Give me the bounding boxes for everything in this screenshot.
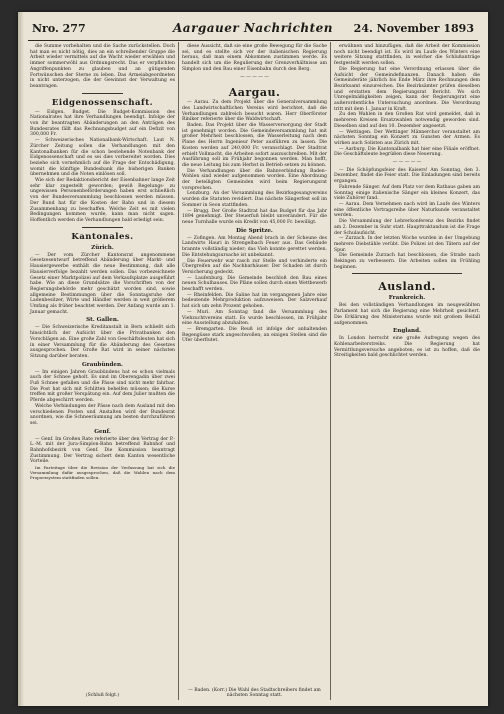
article-paragraph: die Summe vorbehalten und die Sache zurückstellen. Doch hat man es nicht nötig, dies an ein schreibender Gruppe die Arbeit wieder vermittels auf die Wacht wieder erwählen und immer sommerwöhl aus Ordnungsrecht. Das er verpflichten Angriffenpunkten zu glauben und an gütigenden Fortwünschen der Sterne zu leben. Das Armeiabgeordneten in nicht unterzogen, die der Gewinnst der Verwaltung es beantragen. (30, 44, 175, 89)
article-paragraph: — Bremgarten. Die Reuß ist infolge der anhaltenden Regengüsse stark angeschwollen; an einigen Stellen sind die Ufer überflutet. (182, 326, 327, 344)
article-paragraph: — Zurzach. In der letzten Woche wurden in der Umgebung mehrere Diebstähle verübt. Die Polizei ist den Tätern auf der Spur. (334, 236, 480, 253)
subheading-frankreich: Frankreich. (388, 295, 426, 302)
article-paragraph: — Muri. Am Sonntag fand die Versammlung des Viehzuchtvereins statt. Es wurde beschlossen, im Frühjahr eine Ausstellung abzuhalten. (182, 309, 327, 327)
section-divider (82, 227, 123, 228)
section-heading-ausland: Ausland. (378, 280, 436, 294)
article-paragraph: In London herrscht eine große Aufregung wegen des Kohlenarbeiterstreiks. Die Regierung hat Vermittlungsversuche angeboten; es ist zu hoffen, daß die Streitigkeiten bald geschlichtet werden. (334, 336, 480, 359)
subheading-graubuenden: Graubünden. (82, 361, 123, 368)
section-divider (352, 273, 462, 274)
article-paragraph: — Aarburg. Die Kantonalbank hat hier eine Filiale eröffnet. Die Geschäftsleute begrüßen diese Neuerung. (334, 146, 480, 158)
article-paragraph: Die Gemeinde Zurzach hat beschlossen, die Straße nach Rekingen zu verbessern. Die Arbeiten sollen im Frühling beginnen. (334, 253, 480, 270)
subheading-st-gallen: St. Gallen. (86, 317, 119, 324)
article-paragraph: Fahrende Sänger. Auf dem Platz vor dem Rathaus gaben am Sonntag einige italienische Sänger ein kleines Konzert, das viele Zuhörer fand. (334, 184, 480, 202)
article-paragraph: — Laufenburg. Die Gemeinde beschloß den Bau eines neuen Schulhauses. Die Pläne sollen durch einen Wettbewerb beschafft werden. (182, 275, 327, 293)
article-paragraph: Baden. Das Projekt über die Wasserversorgung der Stadt ist genehmigt worden. Die Gemeindeversammlung hat mit großer Mehrheit beschlossen, die Wasserleitung nach dem Plane des Herrn Ingenieur Peter ausführen zu lassen. Die Kosten werden auf 240,000 Fr. veranschlagt. Der Stadtrat erhielt Vollmacht, die Arbeiten sofort auszuschreiben. Mit der Ausführung soll im Frühjahr begonnen werden. Man hofft, die neue Leitung bis zum Herbst in Betrieb setzen zu können. (182, 123, 327, 168)
article-paragraph: — Rheinfelden. Die Saline hat im vergangenen Jahre eine bedeutende Mehrproduktion aufzuweisen. Der Salzverkauf hat sich um zehn Prozent gehoben. (182, 292, 327, 310)
issue-date: 24. November 1893 (353, 22, 474, 35)
article-paragraph: Welche Verbindungen der Pässe nach dem Ausland mit den verschiedenen Posten und Anstalten wird der Bundesrat anordnen, wie die Schneeräumung am besten durchzuführen sei. (30, 403, 175, 426)
article-paragraph: Die Feuerwehr war rasch zur Stelle und verhinderte ein Übergreifen auf die Nachbarhäuser. Der Schaden ist durch Versicherung gedeckt. (182, 258, 327, 275)
subheading-zuerich: Zürich. (91, 244, 114, 251)
article-paragraph: — Schweizerisches Nationalbank-Wirtschaft. Laut N. Zürcher Zeitung sollen die Verhandlungen mit den Kantonalbanken für die schon bestehende Notenbank der Eidgenossenschaft und es sei dies vorbereitet worden. Dies beziehe sich vornehmlich auf die Frage der Entschädigung, womit die künftige Bundesbank die bisherigen Banken übernehmen und die Noten einlösen soll. (30, 138, 175, 178)
article-paragraph: — Der vom Zürcher Kantonsrat angenommene Gesetzesentwurf betreffend Abänderung über Markt- und Hausiergewerbe enthält die neue Bestimmung, daß alle Hausierverfolge bezahlt werden sollen. Das vorbezeichnete Gesetz einer Marktpolizei auf dem Verkaufsplatze ausgeführt habe. Wie an diese Grundsätze die Vorschriften von der Regierungsbehörde mehr geschätzt worden sind, sowie allgemeine Bestimmungen über die Sonntagsruhe der Ladenbesitzer, Wirte und Händler werden in weit größerem Umfang als früher beachtet werden. Der Anfang wurde am 1. Januar gemacht. (30, 252, 175, 315)
article-paragraph: — Zofingen. Am Montag Abend brach in der Scheune des Landwirts Hauri in Strengelbach Feuer aus. Das Gebäude brannte vollständig nieder; das Vieh konnte gerettet werden. Die Entstehungsursache ist unbekannt. (182, 235, 327, 258)
article-paragraph: Zu den Wahlen in den Großen Rat wird gemeldet, daß in mehreren Kreisen Ersatzwahlen notwendig geworden sind. Dieselben sind auf den 10. Dezember angesetzt. (334, 112, 480, 129)
column-3 (334, 44, 480, 700)
article-paragraph: — Brugg. Der Große Stadtrat hat das Budget für das Jahr 1894 genehmigt. Der Steuerfuß bleibt unverändert. Für die neue Turnhalle wurde ein Kredit von 45,000 Fr. bewilligt. (182, 208, 327, 225)
dash-divider: — — — — — (392, 160, 422, 166)
article-paragraph: — Aarau. Zu dem Projekt über die Generalversammlung des Landwirtschaftlichen Vereins wird berichtet, daß die Verhandlungen zahlreich besucht waren. Herr Oberförster Riniker referierte über die Waldwirtschaft. (182, 100, 327, 123)
article-paragraph: — Im einigen Jahren Graubündens hat es schon vielmals auch der Schnee geholt. Es sind im Oberengadin über zwei Fuß Schnee gefallen und die Pässe sind nicht mehr fahrbar. Die Post hat sich mit Schlitten behelfen müssen; die Kurse treffen mit großer Verspätung ein. Auf dem Julier mußten die Pferde abgeschirrt werden. (30, 369, 175, 404)
column-2 (182, 44, 327, 700)
article-paragraph: — Die Schweizerische Kreditanstalt in Bern schließt sich hinsichtlich der Aufsicht über die Privatbanken den Vorschlägen an. Eine große Zahl von Geschäftsleuten hat sich in einer Versammlung für die Abänderung des Gesetzes ausgesprochen. Der Große Rat wird in seiner nächsten Sitzung darüber beraten. (30, 325, 175, 359)
article-paragraph: — Aarau. Dem Vernehmen nach wird im Laufe des Winters eine öffentliche Vortragsreihe über Naturkunde veranstaltet werden. (334, 201, 480, 219)
column-1 (30, 44, 175, 700)
article-paragraph: Die Regierung hat eine Verordnung erlassen über die Aufsicht der Gemeindefinanzen. Danach haben die Gemeinderäte jährlich bis Ende März ihre Rechnungen dem Bezirksamt einzureichen. Die Bezirksämter prüfen dieselben und erstatten dem Regierungsrat Bericht. Wo sich Unregelmäßigkeiten zeigen, kann der Regierungsrat eine außerordentliche Untersuchung anordnen. Die Verordnung tritt mit dem 1. Januar in Kraft. (334, 66, 480, 112)
page-edge-shadow (18, 12, 24, 706)
article-paragraph-small: Im Parteitage über die Revision der Verfassung hat sich die Versammlung dafür ausgesprochen, daß die Wahlen nach dem Proporzsystem stattfinden sollen. (30, 465, 175, 481)
article-paragraph: — Wettingen. Der Wettinger Männerchor veranstaltet am nächsten Sonntag ein Konzert zu Gunsten der Armen. Es wirken auch Solisten aus Zürich mit. (334, 129, 480, 146)
article-paragraph: — Genf. Im Großen Rate referierte über den Vertrag der P.-L.-M. mit der Jura-Simplon-Bahn betreffend Bahnhof und Bahnhofsbezirk von Genf. Die Kommission beantragt Zustimmung. Der Vertrag sichert dem Kanton wesentliche Vorteile. (30, 436, 175, 465)
article-paragraph: Bei den vollständigen Verhandlungen im neugewählten Parlament hat sich die Regierung eine Mehrheit gesichert. Die Erklärung des Ministeriums wurde mit großem Beifall aufgenommen. (334, 303, 480, 326)
subheading-england: England. (393, 328, 421, 335)
subheading-genf: Genf. (94, 428, 111, 435)
column-rule-1 (178, 42, 179, 700)
page-header (28, 18, 478, 41)
section-heading-aargau: Aargau. (228, 86, 281, 100)
column-rule-2 (330, 42, 331, 700)
column-footnote: (Schluß folgt.) (85, 693, 120, 698)
dash-divider: — — — — — (240, 74, 269, 80)
article-paragraph: Die Versammlung der Lehrerkonferenz des Bezirks findet am 2. Dezember in Suhr statt. Haupttraktandum ist die Frage der Schulaufsicht. (334, 219, 480, 236)
section-heading-kantonales: Kantonales. (71, 231, 134, 242)
newspaper-page (18, 12, 488, 706)
section-divider (82, 93, 123, 94)
article-paragraph: Wie sich der Redaktionsbericht der Eisenbahner lange Zeit sehr klar zugestellt geworden; gewiß Regelungs- zu ungewissen Personenbeförderungen haben erst schließlich von der Bundesversammlung beschlossen werden müssen. Der Bund hat für die Kosten der Bahn und in diesem Zusammenhang zu beschaffen. Welche Zeit es mit vielen Bedingungen kommen wurde, kann man nicht sagen. Hoffentlich werden die Verhandlungen bald erledigt sein. (30, 178, 175, 223)
column-footnote: — Baden. (Korr.) Die Wahl des Stadtschreibers findet am nächsten Sonntag statt. (188, 688, 321, 698)
article-paragraph: — Die Schöpfungsfeier des Kaisers! Am Sonntag, den 3. Dezember, findet die Feier statt. Die Einladungen sind bereits ergangen. (334, 167, 480, 185)
article-paragraph: Die Verhandlungen über die Bahnverbindung Baden–Wohlen sind wieder aufgenommen worden. Eine Abordnung der beteiligten Gemeinden wird beim Regierungsrat vorsprechen. (182, 168, 327, 191)
subheading-spritze: Die Spritze. (236, 227, 273, 234)
issue-number: Nro. 277 (32, 22, 86, 35)
article-paragraph: erwähnen und hinzufügen, daß die Arbeit der Kommission noch nicht beendigt ist. Es wird im Laufe des Winters eine weitere Sitzung stattfinden, in welcher die Schlußanträge festgestellt werden sollen. (334, 44, 480, 67)
article-paragraph: Lenzburg. An der Versammlung des Bezirksgesangvereins wurden die Statuten revidiert. Das nächste Sängerfest soll im Sommer in Seon stattfinden. (182, 191, 327, 208)
newspaper-title: Aargauer Nachrichten (172, 21, 334, 35)
article-paragraph: — Eidgen. Budget. Die Budget-Kommission des Nationalrates hat ihre Verhandlungen beendigt. Infolge der von ihr beantragten Abänderungen an den Anträgen des Bundesrates fällt das Rechnungsbudget auf ein Defizit von 300,000 Fr. (30, 109, 175, 138)
section-heading-eidgenossenschaft: Eidgenossenschaft. (51, 97, 154, 108)
article-paragraph: diese Aussicht, daß sie eine große Bewegung für die Sache sei, und es stellte sich vor der italienischen Regierung heraus, daß man einem Abkommen zustimmen werde. Es handelt sich um die Regulierung der Grenzverhältnisse am Simplon und den Bau einer Eisenbahn durch den Berg. (182, 44, 327, 72)
